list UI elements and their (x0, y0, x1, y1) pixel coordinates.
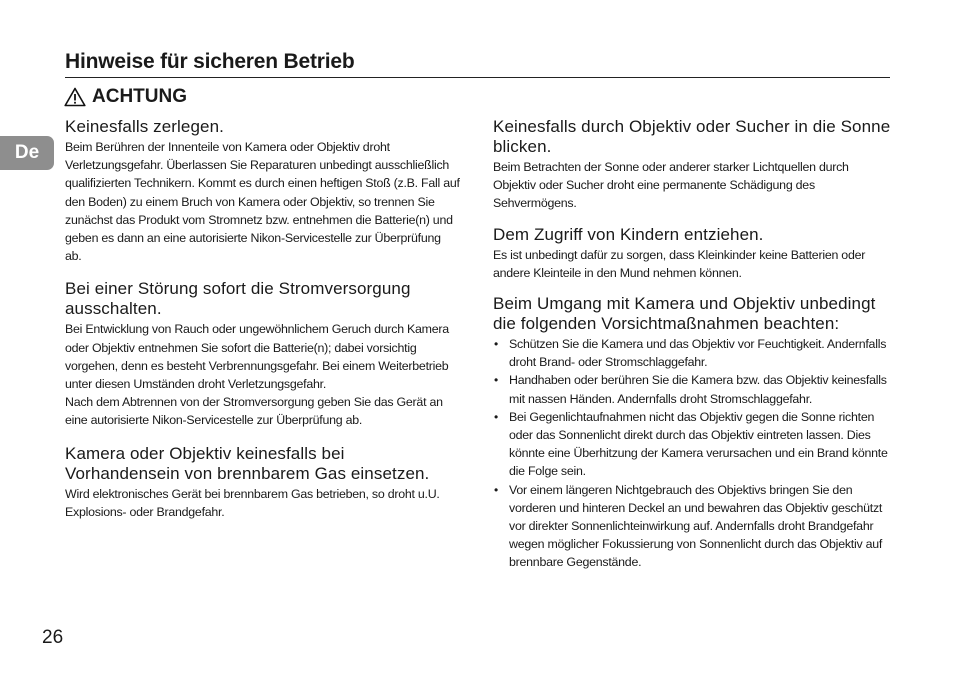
title-divider (65, 77, 890, 78)
section-heading: Dem Zugriff von Kindern entziehen. (493, 224, 764, 244)
section-heading: Keinesfalls zerlegen. (65, 117, 224, 136)
section-sun-viewing (493, 117, 893, 213)
section-heading: Kamera oder Objektiv keinesfalls bei Vorhandensein von brennbarem Gas einsetzen. (65, 443, 430, 483)
caution-label: ACHTUNG (92, 86, 187, 107)
section-flammable-gas (65, 444, 460, 521)
list-item-text: Handhaben oder berühren Sie die Kamera bzw. das Objektiv keinesfalls mit nassen Händen. Andernfalls droht Stromschlaggefahr. (509, 373, 887, 406)
caution-heading (64, 86, 187, 108)
page-title: Hinweise für sicheren Betrieb (65, 50, 355, 73)
warning-triangle-icon (64, 87, 86, 107)
section-handling-precautions (493, 294, 893, 572)
language-tab: De (0, 136, 54, 170)
section-body: Beim Betrachten der Sonne oder anderer starker Lichtquellen durch Objektiv oder Sucher droht eine permanente Schädigung des Sehvermögens. (493, 160, 849, 211)
section-children (493, 225, 893, 282)
page-number: 26 (42, 627, 64, 648)
left-column (65, 117, 460, 521)
section-no-disassembly (65, 117, 460, 265)
section-body-continued: Nach dem Abtrennen von der Stromversorgung geben Sie das Gerät an eine autorisierte Nikon-Servicestelle zur Überprüfung ab. (65, 395, 443, 428)
right-column (493, 117, 893, 572)
list-item (493, 481, 893, 572)
section-heading: Beim Umgang mit Kamera und Objektiv unbedingt die folgenden Vorsichtmaßnahmen beachten: (493, 294, 876, 334)
section-heading: Bei einer Störung sofort die Stromversorgung ausschalten. (65, 279, 411, 319)
list-item-text: Bei Gegenlichtaufnahmen nicht das Objektiv gegen die Sonne richten oder das Sonnenlicht direkt durch das Objektiv eintreten lassen. Dies könnte eine Überhitzung der Kamera verursachen und ein Brand könnte die Folge sein. (509, 409, 888, 479)
bullet-icon: • (494, 337, 498, 352)
section-body: Beim Berühren der Innenteile von Kamera oder Objektiv droht Verletzungsgefahr. Überlassen Sie Reparaturen unbedingt ausschließlich qualifizierten Technikern. Kommt es durch einen heftigen Stoß (z.B. Fall auf den Boden) zu einem Bruch von Kamera oder Objektiv, so trennen Sie zunächst das Produkt vom Stromnetz bzw. entnehmen die Batterie(n) und geben es dann an eine autorisierte Nikon-Servicestelle zur Überprüfung ab. (65, 140, 460, 264)
list-item (493, 408, 893, 481)
section-body: Bei Entwicklung von Rauch oder ungewöhnlichem Geruch durch Kamera oder Objektiv entnehmen Sie sofort die Batterie(n); dabei vorsichtig vorgehen, denn es besteht Verbrennungsgefahr. Bei einem Weiterbetrieb unter diesen Umständen droht Verletzungsgefahr. (65, 322, 449, 392)
precautions-list (493, 335, 893, 572)
list-item (493, 371, 893, 407)
section-body: Wird elektronisches Gerät bei brennbarem Gas betrieben, so droht u.U. Explosions- oder Brandgefahr. (65, 486, 440, 519)
list-item (493, 335, 893, 371)
bullet-icon: • (494, 373, 498, 388)
section-heading: Keinesfalls durch Objektiv oder Sucher in die Sonne blicken. (493, 117, 891, 156)
bullet-icon: • (494, 409, 498, 424)
list-item-text: Vor einem längeren Nichtgebrauch des Objektivs bringen Sie den vorderen und hinteren Deckel an und bewahren das Objektiv geschützt vor direkter Sonnenlichteinwirkung auf. Andernfalls droht Brandgefahr wegen möglicher Fokussierung von Sonnenlicht durch das Objektiv auf brennbare Gegenstände. (509, 482, 883, 570)
list-item-text: Schützen Sie die Kamera und das Objektiv vor Feuchtigkeit. Andernfalls droht Brand- oder Stromschlaggefahr. (509, 337, 887, 370)
section-power-off (65, 279, 460, 429)
bullet-icon: • (494, 482, 498, 497)
section-body: Es ist unbedingt dafür zu sorgen, dass Kleinkinder keine Batterien oder andere Kleinteile in den Mund nehmen können. (493, 247, 866, 280)
